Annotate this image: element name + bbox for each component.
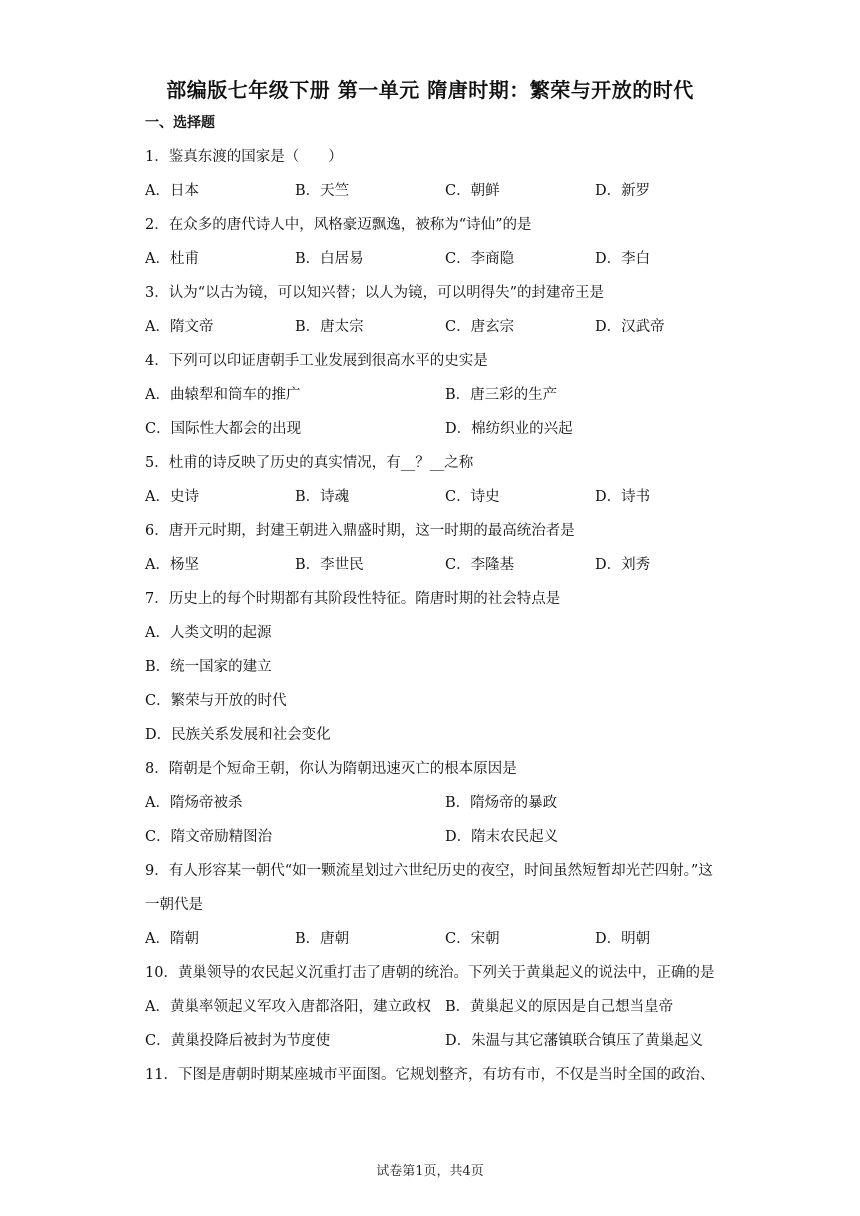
question-11 [145, 1058, 725, 1092]
option-d: D．民族关系发展和社会变化 [145, 727, 331, 743]
option-c: C．隋文帝励精图治 [145, 829, 273, 845]
question-stem: 9．有人形容某一朝代“如一颗流星划过六世纪历史的夜空，时间虽然短暂却光芒四射。”这一朝代是 [145, 863, 713, 913]
question-10 [145, 956, 725, 1058]
option-d: D．朱温与其它藩镇联合镇压了黄巢起义 [445, 1033, 704, 1049]
option-a: A．黄巢率领起义军攻入唐都洛阳，建立政权 [145, 999, 431, 1015]
options-row [145, 990, 725, 1024]
option-b: B．黄巢起义的原因是自己想当皇帝 [445, 999, 674, 1015]
option-a: A．杨坚 [145, 557, 199, 573]
question-stem: 4．下列可以印证唐朝手工业发展到很高水平的史实是 [145, 353, 488, 369]
option-a: A．隋文帝 [145, 319, 214, 335]
option-d: D．李白 [595, 251, 651, 267]
option-a: A．隋炀帝被杀 [145, 795, 243, 811]
option-c: C．诗史 [445, 489, 500, 505]
question-stem: 1．鉴真东渡的国家是（ ） [145, 149, 343, 165]
option-b: B．唐太宗 [295, 319, 364, 335]
option-b: B．天竺 [295, 183, 350, 199]
option-b: B．统一国家的建立 [145, 659, 272, 675]
question-8 [145, 752, 725, 854]
option-c: C．朝鲜 [445, 183, 500, 199]
option-d: D．隋末农民起义 [445, 829, 559, 845]
options-row [145, 242, 725, 276]
page-footer: 试卷第1页，共4页 [376, 1164, 484, 1179]
option-b: B．唐三彩的生产 [445, 387, 558, 403]
options-row [145, 412, 725, 446]
option-a: A．隋朝 [145, 931, 199, 947]
question-stem: 11．下图是唐朝时期某座城市平面图。它规划整齐，有坊有市，不仅是当时全国的政治、 [145, 1067, 715, 1083]
option-d: D．诗书 [595, 489, 651, 505]
option-c: C．唐玄宗 [445, 319, 515, 335]
page-title: 部编版七年级下册 第一单元 隋唐时期：繁荣与开放的时代 [166, 78, 694, 102]
option-d: D．刘秀 [595, 557, 651, 573]
option-b: B．诗魂 [295, 489, 350, 505]
options-row [145, 1024, 725, 1058]
option-c: C．繁荣与开放的时代 [145, 693, 287, 709]
options-row [145, 922, 725, 956]
option-c: C．黄巢投降后被封为节度使 [145, 1033, 331, 1049]
question-stem: 3．认为“以古为镜，可以知兴替；以人为镜，可以明得失”的封建帝王是 [145, 285, 605, 301]
question-6 [145, 514, 725, 582]
section-heading: 一、选择题 [145, 115, 215, 131]
options-row [145, 548, 725, 582]
options-row [145, 378, 725, 412]
question-stem: 6．唐开元时期，封建王朝进入鼎盛时期，这一时期的最高统治者是 [145, 523, 575, 539]
options-row [145, 820, 725, 854]
option-b: B．隋炀帝的暴政 [445, 795, 558, 811]
options-row [145, 480, 725, 514]
option-a: A．曲辕犁和筒车的推广 [145, 387, 301, 403]
option-c: C．国际性大都会的出现 [145, 421, 302, 437]
option-b: B．唐朝 [295, 931, 350, 947]
option-b: B．白居易 [295, 251, 364, 267]
question-stem: 5．杜甫的诗反映了历史的真实情况，有__？__之称 [145, 455, 474, 471]
option-d: D．新罗 [595, 183, 651, 199]
question-7 [145, 582, 725, 752]
options-row [145, 310, 725, 344]
question-4 [145, 344, 725, 446]
option-a: A．日本 [145, 183, 199, 199]
question-9 [145, 854, 725, 956]
question-list [145, 140, 725, 1092]
question-stem: 7．历史上的每个时期都有其阶段性特征。隋唐时期的社会特点是 [145, 591, 561, 607]
question-2 [145, 208, 725, 276]
question-5 [145, 446, 725, 514]
option-a: A．杜甫 [145, 251, 199, 267]
option-c: C．宋朝 [445, 931, 500, 947]
option-d: D．棉纺织业的兴起 [445, 421, 573, 437]
option-a: A．史诗 [145, 489, 199, 505]
question-stem: 2．在众多的唐代诗人中，风格豪迈飘逸，被称为“诗仙”的是 [145, 217, 532, 233]
option-d: D．明朝 [595, 931, 651, 947]
options-row [145, 174, 725, 208]
option-c: C．李隆基 [445, 557, 515, 573]
option-b: B．李世民 [295, 557, 364, 573]
question-3 [145, 276, 725, 344]
question-1 [145, 140, 725, 208]
option-a: A．人类文明的起源 [145, 625, 272, 641]
options-row [145, 786, 725, 820]
option-c: C．李商隐 [445, 251, 515, 267]
question-stem: 10．黄巢领导的农民起义沉重打击了唐朝的统治。下列关于黄巢起义的说法中，正确的是 [145, 965, 715, 981]
option-d: D．汉武帝 [595, 319, 665, 335]
question-stem: 8．隋朝是个短命王朝，你认为隋朝迅速灭亡的根本原因是 [145, 761, 517, 777]
